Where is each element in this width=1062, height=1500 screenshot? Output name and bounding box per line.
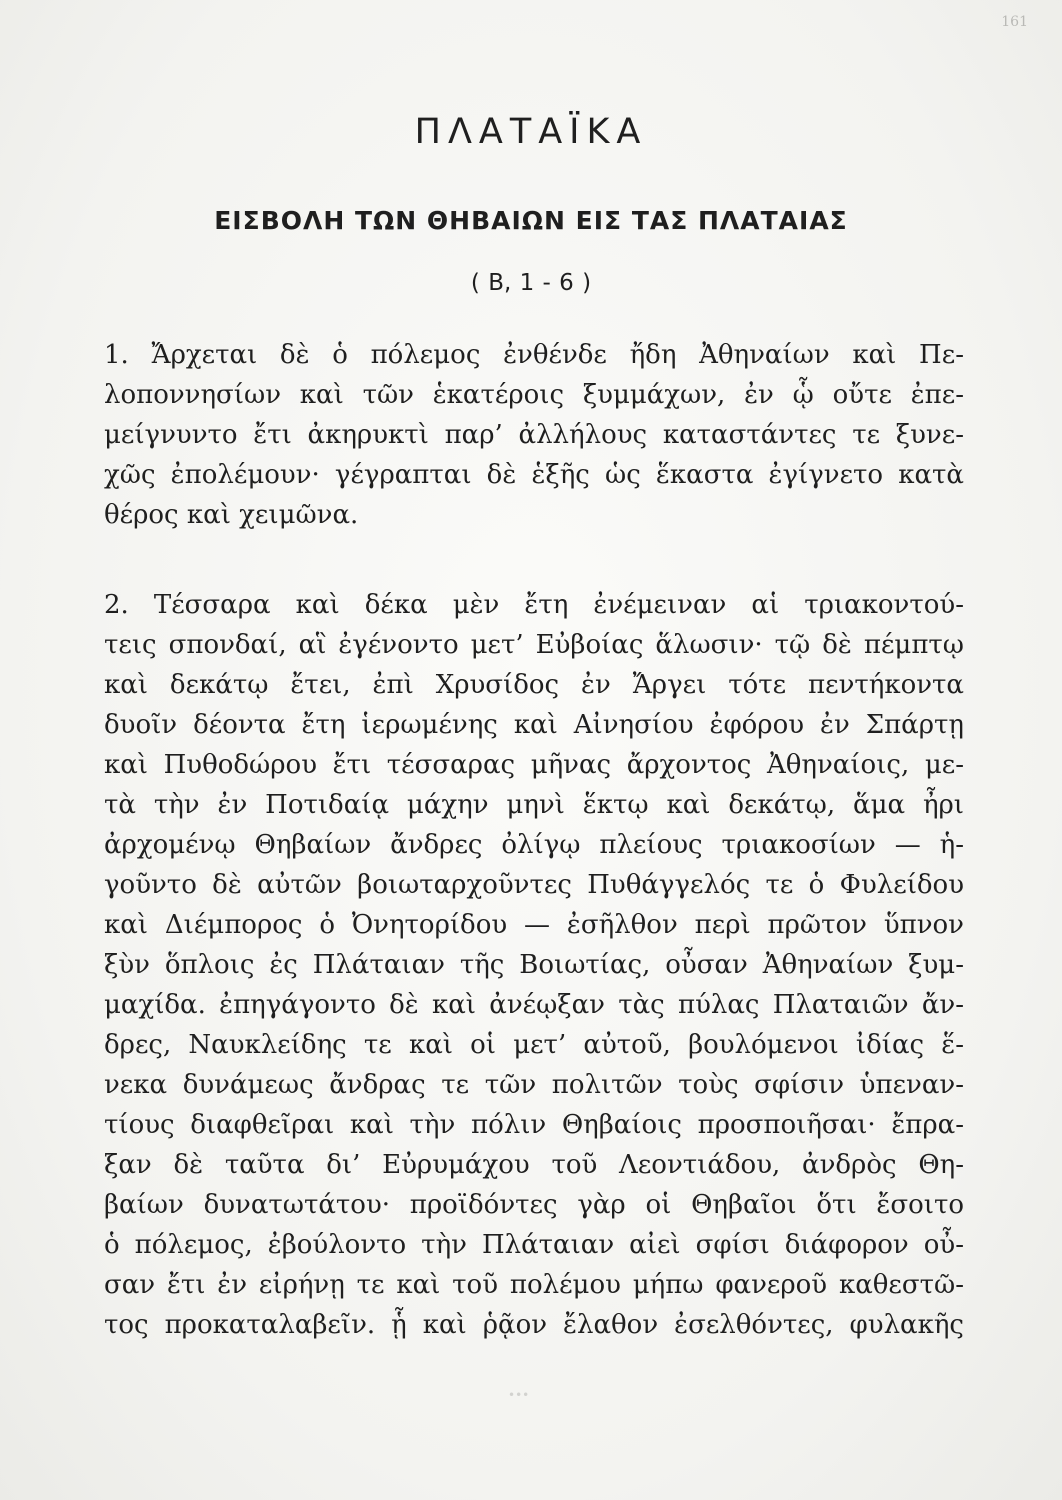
text-line: χῶς ἐπολέμουν· γέγραπται δὲ ἑξῆς ὡς ἕκαστα ἐγίγνετο κατὰ — [104, 460, 964, 490]
text-line: τος προκαταλαβεῖν. ᾗ καὶ ῥᾷον ἔλαθον ἐσελθόντες, φυλακῆς — [104, 1310, 964, 1340]
text-line: νεκα δυνάμεως ἄνδρας τε τῶν πολιτῶν τοὺς σφίσιν ὑπεναν- — [104, 1070, 964, 1100]
text-line: 2. Τέσσαρα καὶ δέκα μὲν ἔτη ἐνέμειναν αἱ τριακοντού- — [104, 590, 964, 620]
chapter-title: ΠΛΑΤΑΪΚΑ — [414, 112, 648, 152]
section-reference: ( B, 1 - 6 ) — [470, 270, 592, 296]
text-line: τίους διαφθεῖραι καὶ τὴν πόλιν Θηβαίοις προσποιῆσαι· ἔπρα- — [104, 1110, 964, 1140]
text-line: ὁ πόλεμος, ἐβούλοντο τὴν Πλάταιαν αἰεὶ σφίσι διάφορον οὖ- — [104, 1230, 964, 1260]
text-line: καὶ δεκάτῳ ἔτει, ἐπὶ Χρυσίδος ἐν Ἄργει τότε πεντήκοντα — [104, 670, 964, 700]
text-line: σαν ἔτι ἐν εἰρήνῃ τε καὶ τοῦ πολέμου μήπω φανεροῦ καθεστῶ- — [104, 1270, 964, 1300]
paragraph-2 — [104, 585, 964, 1345]
paragraph-1 — [104, 335, 964, 535]
text-line: ξὺν ὅπλοις ἐς Πλάταιαν τῆς Βοιωτίας, οὖσαν Ἀθηναίων ξυμ- — [104, 950, 964, 980]
text-line: δρες, Ναυκλείδης τε καὶ οἱ μετ’ αὐτοῦ, βουλόμενοι ἰδίας ἕ- — [104, 1030, 964, 1060]
page-number: 161 — [1001, 14, 1028, 30]
section-heading: ΕΙΣΒΟΛΗ ΤΩΝ ΘΗΒΑΙΩΝ ΕΙΣ ΤΑΣ ΠΛΑΤΑΙΑΣ — [214, 206, 848, 235]
text-line: γοῦντο δὲ αὐτῶν βοιωταρχοῦντες Πυθάγγελός τε ὁ Φυλείδου — [104, 870, 964, 900]
text-line: μείγνυντο ἔτι ἀκηρυκτὶ παρ’ ἀλλήλους καταστάντες τε ξυνε- — [104, 420, 964, 450]
text-line: μαχίδα. ἐπηγάγοντο δὲ καὶ ἀνέῳξαν τὰς πύλας Πλαταιῶν ἄν- — [104, 990, 964, 1020]
text-line: καὶ Πυθοδώρου ἔτι τέσσαρας μῆνας ἄρχοντος Ἀθηναίοις, με- — [104, 750, 964, 780]
text-line: λοποννησίων καὶ τῶν ἑκατέροις ξυμμάχων, ἐν ᾧ οὔτε ἐπε- — [104, 380, 964, 410]
text-line: βαίων δυνατωτάτου· προϊδόντες γὰρ οἱ Θηβαῖοι ὅτι ἔσοιτο — [104, 1190, 964, 1220]
page-ornament: ••• — [508, 1388, 530, 1402]
text-line: καὶ Διέμπορος ὁ Ὀνητορίδου — ἐσῆλθον περὶ πρῶτον ὕπνον — [104, 910, 964, 940]
text-line: ξαν δὲ ταῦτα δι’ Εὐρυμάχου τοῦ Λεοντιάδου, ἀνδρὸς Θη- — [104, 1150, 964, 1180]
text-line: θέρος καὶ χειμῶνα. — [104, 500, 359, 530]
text-line: τεις σπονδαί, αἳ ἐγένοντο μετ’ Εὐβοίας ἅλωσιν· τῷ δὲ πέμπτῳ — [104, 630, 964, 660]
text-line: τὰ τὴν ἐν Ποτιδαίᾳ μάχην μηνὶ ἕκτῳ καὶ δεκάτῳ, ἅμα ἦρι — [104, 790, 964, 820]
text-line: 1. Ἄρχεται δὲ ὁ πόλεμος ἐνθένδε ἤδη Ἀθηναίων καὶ Πε- — [104, 340, 964, 370]
text-line: δυοῖν δέοντα ἔτη ἱερωμένης καὶ Αἰνησίου ἐφόρου ἐν Σπάρτῃ — [104, 710, 964, 740]
text-line: ἀρχομένῳ Θηβαίων ἄνδρες ὀλίγῳ πλείους τριακοσίων — ἡ- — [104, 830, 964, 860]
